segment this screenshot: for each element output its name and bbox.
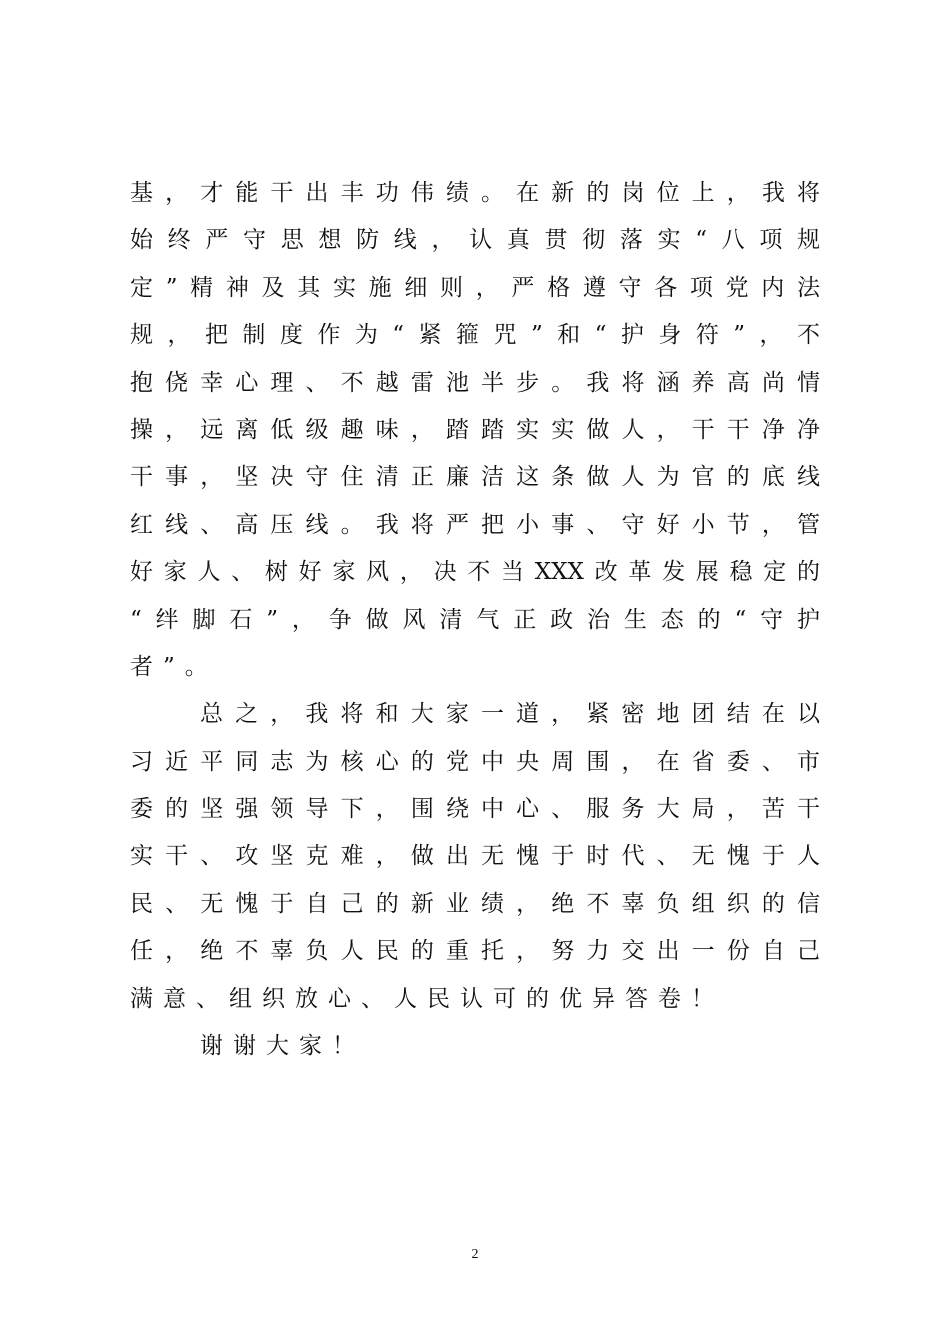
text-line: 基，才能干出丰功伟绩。在新的岗位上，我将 — [130, 180, 820, 206]
text-line: 任，绝不辜负人民的重托，努力交出一份自己 — [130, 938, 820, 965]
text-line: 委的坚强领导下，围绕中心、服务大局，苦干 — [130, 796, 820, 823]
text-line: “绊脚石”，争做风清气正政治生态的“守护 — [130, 606, 820, 633]
text-line: 抱侥幸心理、不越雷池半步。我将涵养高尚情 — [130, 369, 820, 396]
body-text — [130, 170, 820, 1070]
text-line: 操，远离低级趣味，踏踏实实做人，干干净净 — [130, 416, 820, 443]
text-line: 始终严守思想防线，认真贯彻落实“八项规 — [130, 227, 820, 254]
text-line: 定”精神及其实施细则，严格遵守各项党内法 — [130, 274, 820, 301]
text-line: 者”。 — [130, 653, 218, 680]
closing-line: 谢谢大家！ — [200, 1033, 365, 1060]
text-line: 民、无愧于自己的新业绩，绝不辜负组织的信 — [130, 890, 820, 917]
text-line: 红线、高压线。我将严把小事、守好小节，管 — [130, 511, 820, 538]
page-number: 2 — [471, 1247, 479, 1262]
text-line: 满意、组织放心、人民认可的优异答卷！ — [130, 985, 724, 1012]
text-line: 好家人、树好家风，决不当XXX改革发展稳定的 — [130, 559, 820, 586]
text-line: 干事，坚决守住清正廉洁这条做人为官的底线 — [130, 464, 820, 491]
text-line: 规，把制度作为“紧箍咒”和“护身符”，不 — [130, 322, 820, 349]
paragraph-start-line: 总之，我将和大家一道，紧密地团结在以 — [200, 701, 820, 728]
text-line: 习近平同志为核心的党中央周围，在省委、市 — [130, 748, 820, 775]
text-line: 实干、攻坚克难，做出无愧于时代、无愧于人 — [130, 843, 820, 870]
